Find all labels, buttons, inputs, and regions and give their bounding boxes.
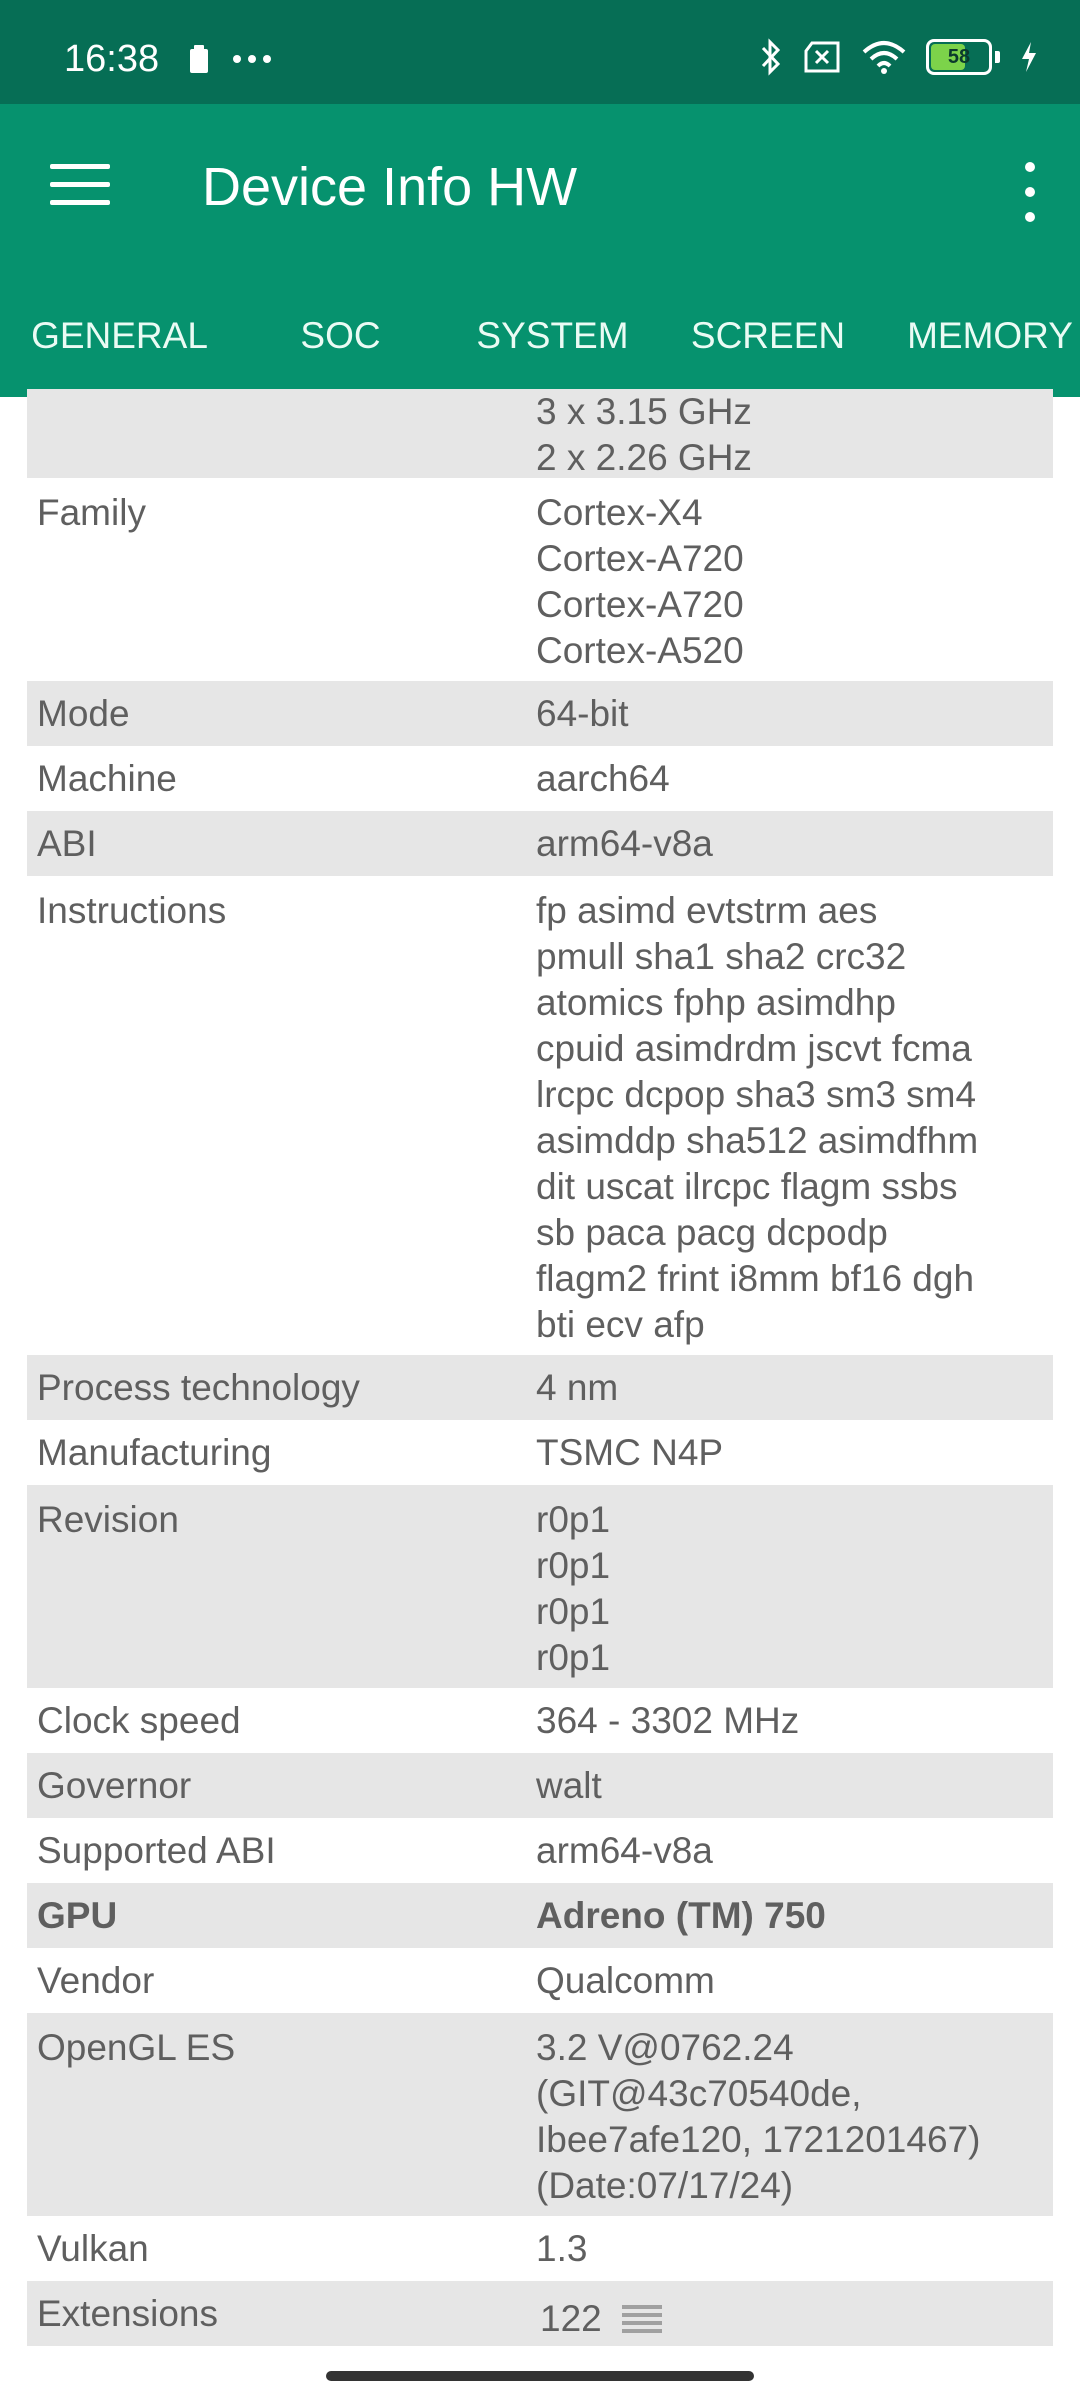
info-row-machine: Machine aarch64 [37,758,670,799]
info-row-governor: Governor walt [27,1753,1053,1818]
status-left-icons [188,44,272,74]
info-row-instructions: Instructions fp asimd evtstrm aes pmull sha1 sha2 crc32 atomics fphp asimdhp cpuid asimdrdm jscvt fcma lrcpc dcpop sha3 sm3 sm4 asimddp sha512 asimdfhm dit uscat ilrcpc flagm ssbs sb paca pacg dcpodp flagm2 frint i8mm bf16 dgh bti ecv afp [37,890,979,1345]
info-row-vendor: Vendor Qualcomm [37,1960,715,2001]
clipboard-icon [188,44,210,74]
status-bar [0,0,1080,104]
wifi-icon [862,40,906,74]
battery-icon [926,39,992,75]
menu-button[interactable] [50,164,110,214]
status-right-icons [760,38,1038,76]
row-value: 3 x 3.15 GHz 2 x 2.26 GHz [536,391,752,478]
app-bar [0,104,1080,397]
bluetooth-icon [760,38,782,76]
info-row-opengl-es: OpenGL ES 3.2 V@0762.24 (GIT@43c70540de, Ibee7afe120, 1721201467) (Date:07/17/24) [27,2013,1053,2216]
tab-bar [0,304,1080,397]
info-row-gpu: GPU Adreno (TM) 750 [27,1883,1053,1948]
tab-soc[interactable]: SOC [300,315,381,356]
app-title: Device Info HW [202,157,578,217]
no-sim-icon [802,41,842,73]
charging-icon [1020,41,1038,73]
info-row-extensions[interactable]: Extensions 122 [27,2281,1053,2346]
row-label [27,389,536,478]
tab-memory[interactable]: MEMORY [907,315,1073,356]
tab-general[interactable]: GENERAL [31,315,208,356]
status-time: 16:38 [64,38,160,80]
battery-level: 58 [947,45,971,68]
info-row-family: Family Cortex-X4 Cortex-A720 Cortex-A720 Cortex-A520 [37,492,744,671]
more-notifications-icon [232,54,272,64]
info-row-clock-speed: Clock speed 364 - 3302 MHz [37,1700,800,1741]
battery-tip [995,51,1000,63]
more-options-button[interactable] [1020,162,1040,222]
info-row-abi: ABI arm64-v8a [27,811,1053,876]
info-row-supported-abi: Supported ABI arm64-v8a [37,1830,713,1871]
tab-screen[interactable]: SCREEN [690,315,846,356]
info-row-cores [27,389,1053,478]
soc-info-list [27,391,1053,2346]
info-row-process-technology: Process technology 4 nm [27,1355,1053,1420]
list-icon[interactable] [622,2303,662,2335]
info-row-revision: Revision r0p1 r0p1 r0p1 r0p1 [27,1485,1053,1688]
info-row-mode: Mode 64-bit [27,681,1053,746]
home-indicator[interactable] [326,2371,754,2381]
info-row-manufacturing: Manufacturing TSMC N4P [37,1432,724,1473]
tab-system[interactable]: SYSTEM [476,315,629,356]
info-row-vulkan: Vulkan 1.3 [37,2228,588,2269]
